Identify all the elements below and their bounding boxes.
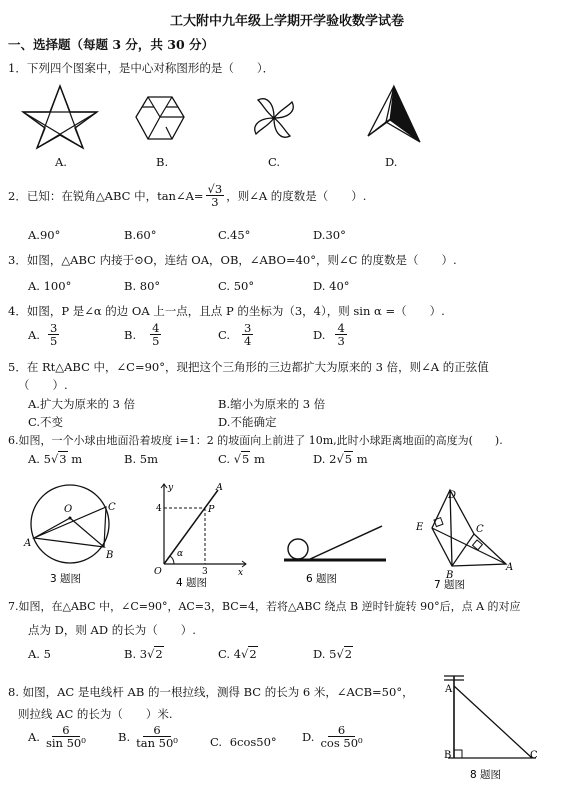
q4-option-d[interactable]: [313, 322, 349, 347]
q4-option-a-num: 3: [49, 321, 58, 335]
page-title: 工大附中九年级上学期开学验收数学试卷: [169, 14, 404, 29]
q7-option-d-radicand: 2: [344, 647, 353, 661]
fig6-caption: 6 题图: [306, 573, 338, 585]
q1-stem: 1．下列四个图案中，是中心对称图形的是（ ）．: [8, 61, 275, 75]
q2-option-d[interactable]: D.30°: [313, 228, 346, 242]
q7-option-d[interactable]: [313, 647, 353, 661]
q2-stem: [8, 183, 366, 208]
q4-option-c-letter: C.: [218, 327, 231, 342]
fig7-label-c: C: [476, 524, 484, 535]
q6-option-b[interactable]: B. 5m: [124, 452, 158, 466]
q8-option-c-letter: C.: [210, 735, 223, 749]
figure-6: [278, 510, 390, 590]
q7-option-d-text: D. 5: [313, 647, 337, 661]
q4-option-d-letter: D.: [313, 327, 326, 342]
q2-stem-post: ，则∠A 的度数是（ ）.: [226, 188, 367, 203]
fig4-label-y: y: [168, 483, 174, 493]
sqrt-icon: √5: [336, 452, 353, 466]
fig4-label-4: 4: [156, 504, 162, 514]
q2-option-a[interactable]: A.90°: [28, 228, 61, 242]
q6-option-a[interactable]: [28, 452, 82, 466]
three-blade-icon: [364, 82, 424, 148]
q7-stem-line1: 7.如图，在△ABC 中，∠C=90°，AC=3，BC=4，若将△ABC 绕点 B 逆时针旋转 90°后，点 A 的对应: [8, 600, 521, 613]
q4-option-d-num: 4: [337, 321, 345, 335]
fig7-label-b: B: [446, 570, 454, 581]
fig8-label-c: C: [530, 750, 538, 761]
q7-option-b[interactable]: [124, 647, 164, 661]
fig4-label-x: x: [238, 568, 244, 578]
pinwheel-icon: [248, 92, 300, 144]
q6-option-d-unit: m: [353, 452, 368, 466]
triangle-knot-icon: [132, 93, 188, 145]
fig7-label-e: E: [416, 522, 424, 533]
sqrt-icon: √2: [147, 647, 163, 661]
q2-fraction-num: √3: [207, 182, 223, 196]
q4-option-b-letter: B.: [124, 327, 137, 342]
sqrt-icon: √5: [233, 452, 250, 466]
q4-option-b[interactable]: [124, 322, 163, 347]
q6-option-d-text: D. 2: [313, 452, 337, 466]
fig7-label-a: A: [506, 562, 514, 573]
q5-stem-line2: （ ）.: [18, 378, 68, 392]
section-heading: 一、选择题（每题 3 分，共 30 分）: [8, 37, 215, 52]
q7-option-b-text: B. 3: [124, 647, 148, 661]
fig4-label-p: P: [208, 504, 215, 515]
sqrt-icon: √3: [50, 452, 67, 466]
q8-option-b[interactable]: [118, 724, 180, 749]
q3-option-d[interactable]: D. 40°: [313, 279, 350, 293]
fig4-label-alpha: α: [177, 549, 184, 559]
q8-option-d-letter: D.: [302, 729, 315, 744]
q3-stem: 3．如图，△ABC 内接于⊙O，连结 OA，OB，∠ABO=40°，则∠C 的度数是（ ）.: [8, 253, 457, 267]
fig8-label-b: B: [444, 750, 452, 761]
q8-option-d-den: cos 50⁰: [320, 736, 363, 751]
q8-option-c[interactable]: [210, 735, 277, 749]
fig4-label-3: 3: [202, 567, 208, 577]
sqrt-icon: √2: [241, 647, 257, 661]
q8-option-b-den: tan 50⁰: [136, 736, 178, 751]
q6-option-d[interactable]: [313, 452, 368, 466]
q8-stem-line2: 则拉线 AC 的长为（ ）米.: [18, 707, 173, 721]
fig4-label-a: A: [216, 482, 223, 493]
q6-stem: 6.如图，一个小球由地面沿着坡度 i=1：2 的坡面向上前进了 10m,此时小球距离地面的高度为( ).: [8, 434, 503, 447]
q1-option-d[interactable]: D.: [385, 155, 398, 169]
q5-option-a[interactable]: A.扩大为原来的 3 倍: [28, 397, 136, 411]
figure-4: [150, 478, 250, 588]
q4-option-c-den: 4: [244, 334, 252, 349]
sqrt-icon: √2: [336, 647, 353, 661]
q7-option-a[interactable]: A. 5: [28, 647, 51, 661]
q3-option-c[interactable]: C. 50°: [218, 279, 255, 293]
fig3-label-c: C: [108, 502, 116, 513]
q4-option-b-den: 5: [152, 334, 160, 349]
fig7-label-d: D: [448, 490, 457, 501]
q5-option-c[interactable]: C.不变: [28, 415, 64, 429]
q1-option-a[interactable]: A.: [55, 155, 67, 169]
q7-option-c-radicand: 2: [249, 647, 257, 661]
q3-option-a[interactable]: A. 100°: [28, 279, 72, 293]
fig3-label-b: B: [106, 550, 114, 561]
q2-fraction-den: 3: [211, 195, 219, 210]
q8-option-a-num: 6: [52, 724, 79, 737]
fig3-label-a: A: [24, 538, 32, 549]
q5-option-b[interactable]: B.缩小为原来的 3 倍: [218, 397, 326, 411]
q8-option-a-letter: A.: [28, 729, 40, 744]
fig7-caption: 7 题图: [434, 579, 466, 591]
q7-option-c[interactable]: [218, 647, 258, 661]
q8-option-d-num: 6: [328, 724, 355, 737]
q2-option-b[interactable]: B.60°: [124, 228, 157, 242]
q6-option-c-unit: m: [250, 452, 265, 466]
q4-option-a-den: 5: [49, 334, 58, 349]
q6-option-d-radicand: 5: [344, 452, 353, 466]
q7-option-c-text: C. 4: [218, 647, 242, 661]
q4-option-a[interactable]: [28, 322, 61, 347]
q5-stem-line1: 5．在 Rt△ABC 中，∠C=90°，现把这个三角形的三边都扩大为原来的 3 倍，则∠A 的正弦值: [8, 360, 489, 374]
q6-option-a-text: A. 5: [28, 452, 51, 466]
figure-3: [22, 480, 122, 588]
fig8-label-a: A: [445, 684, 453, 695]
q4-option-a-letter: A.: [28, 327, 40, 342]
q8-option-b-letter: B.: [118, 729, 131, 744]
q4-stem: 4．如图，P 是∠α 的边 OA 上一点，且点 P 的坐标为（3，4），则 sin α =（ ）.: [8, 304, 445, 318]
fig3-label-o: O: [64, 504, 73, 515]
q8-stem-line1: 8. 如图，AC 是电线杆 AB 的一根拉线，测得 BC 的长为 6 米，∠ACB=50°，: [8, 685, 414, 699]
q6-option-a-radicand: 3: [59, 452, 67, 466]
q4-option-c-num: 3: [244, 321, 252, 335]
q3-option-b[interactable]: B. 80°: [124, 279, 161, 293]
star-icon: [20, 82, 100, 150]
fig3-caption: 3 题图: [50, 573, 82, 585]
q6-option-a-unit: m: [67, 452, 83, 466]
q7-stem-line2: 点为 D，则 AD 的长为（ ）.: [28, 623, 196, 637]
q8-option-a-den: sin 50⁰: [45, 736, 86, 751]
q2-stem-pre: 2．已知：在锐角△ABC 中，tan∠A=: [8, 188, 204, 203]
q2-fraction: [206, 183, 225, 208]
q4-option-c[interactable]: [218, 322, 255, 347]
q1-option-c[interactable]: C.: [268, 155, 281, 169]
q2-option-c[interactable]: C.45°: [218, 228, 251, 242]
fig4-label-o: O: [154, 566, 162, 577]
figure-7: [410, 484, 520, 592]
q6-option-c[interactable]: [218, 452, 265, 466]
q8-option-c-text: 6cos50°: [229, 735, 277, 749]
q4-option-b-num: 4: [152, 321, 160, 335]
q8-option-d[interactable]: [302, 724, 365, 749]
q4-option-d-den: 3: [337, 334, 345, 349]
q8-option-a[interactable]: [28, 724, 88, 749]
q1-option-b[interactable]: B.: [156, 155, 169, 169]
q8-option-b-num: 6: [143, 724, 170, 737]
q6-option-c-radicand: 5: [242, 452, 250, 466]
fig4-caption: 4 题图: [176, 577, 208, 588]
q7-option-b-radicand: 2: [155, 647, 163, 661]
fig8-caption: 8 题图: [470, 769, 502, 781]
q6-option-c-text: C.: [218, 452, 234, 466]
figure-8: [440, 672, 540, 792]
q5-option-d[interactable]: D.不能确定: [218, 415, 277, 429]
